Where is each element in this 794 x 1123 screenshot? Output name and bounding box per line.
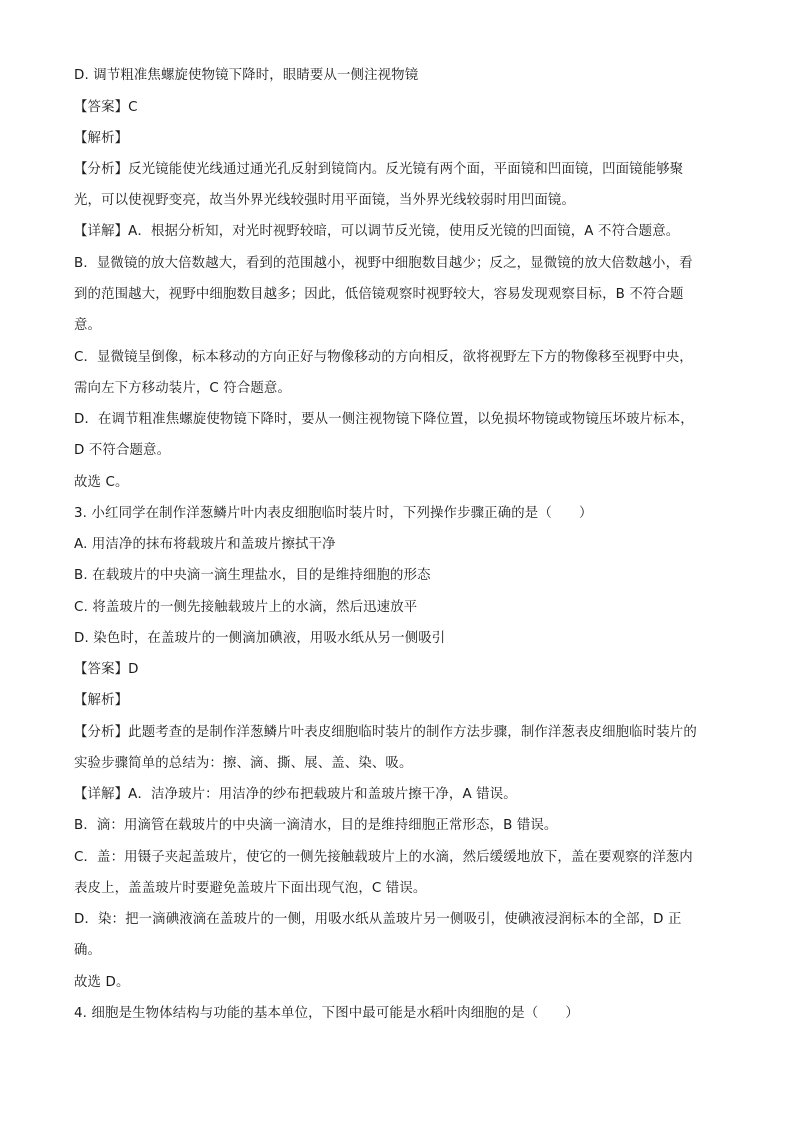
- detail-b-q2: B．显微镜的放大倍数越大，看到的范围越小，视野中细胞数目越少；反之，显微镜的放大倍数越小，看: [74, 256, 693, 271]
- detail-d-q3: D．染：把一滴碘液滴在盖玻片的一侧，用吸水纸从盖玻片另一侧吸引，使碘液浸润标本的全部，D 正: [74, 912, 682, 927]
- analysis-text-q2: 【分析】反光镜能使光线通过通光孔反射到镜筒内。反光镜有两个面，平面镜和凹面镜，凹面镜能够聚: [74, 162, 684, 177]
- choice-q3: 故选 D。: [74, 975, 130, 990]
- analysis-text-q3-cont: 实验步骤简单的总结为：擦、滴、撕、展、盖、染、吸。: [74, 756, 413, 771]
- option-b-q3: B. 在载玻片的中央滴一滴生理盐水，目的是维持细胞的形态: [74, 568, 431, 583]
- option-a-q3: A. 用洁净的抹布将载玻片和盖玻片擦拭干净: [74, 537, 336, 552]
- detail-c-q2: C．显微镜呈倒像，标本移动的方向正好与物像移动的方向相反，欲将视野左下方的物像移至视野中央，: [74, 350, 693, 365]
- detail-d-q3-cont: 确。: [74, 943, 102, 958]
- answer-label-q3: 【答案】D: [74, 662, 139, 677]
- detail-b-q2-end: 意。: [74, 318, 102, 333]
- detail-c-q3: C．盖：用镊子夹起盖玻片，使它的一侧先接触载玻片上的水滴，然后缓缓地放下，盖在要观察的洋葱内: [74, 850, 693, 865]
- detail-c-q2-cont: 需向左下方移动装片，C 符合题意。: [74, 381, 292, 396]
- analysis-heading-q2: 【解析】: [74, 131, 129, 146]
- question-3-stem: 3. 小红同学在制作洋葱鳞片叶内表皮细胞临时装片时，下列操作步骤正确的是（ ）: [74, 506, 593, 521]
- detail-d-q2: D．在调节粗准焦螺旋使物镜下降时，要从一侧注视物镜下降位置，以免损坏物镜或物镜压坏玻片标本，: [74, 412, 694, 427]
- detail-a-q2: 【详解】A．根据分析知，对光时视野较暗，可以调节反光镜，使用反光镜的凹面镜，A 不符合题意。: [74, 224, 680, 239]
- analysis-text-q3: 【分析】此题考查的是制作洋葱鳞片叶表皮细胞临时装片的制作方法步骤，制作洋葱表皮细胞临时装片的: [74, 725, 697, 740]
- option-c-q3: C. 将盖玻片的一侧先接触载玻片上的水滴，然后迅速放平: [74, 600, 418, 615]
- option-d-q3: D. 染色时，在盖玻片的一侧滴加碘液，用吸水纸从另一侧吸引: [74, 631, 446, 646]
- detail-a-q3: 【详解】A．洁净玻片：用洁净的纱布把载玻片和盖玻片擦干净，A 错误。: [74, 787, 517, 802]
- analysis-text-q2-cont: 光，可以使视野变亮，故当外界光线较强时用平面镜，当外界光线较弱时用凹面镜。: [74, 193, 576, 208]
- detail-b-q2-cont: 到的范围越大，视野中细胞数目越多；因此，低倍镜观察时视野较大，容易发现观察目标，B 不符合题: [74, 287, 684, 302]
- analysis-heading-q3: 【解析】: [74, 693, 129, 708]
- detail-c-q3-cont: 表皮上，盖盖玻片时要避免盖玻片下面出现气泡，C 错误。: [74, 881, 427, 896]
- option-d-q2: D. 调节粗准焦螺旋使物镜下降时，眼睛要从一侧注视物镜: [74, 68, 419, 83]
- choice-q2: 故选 C。: [74, 475, 129, 490]
- detail-d-q2-cont: D 不符合题意。: [74, 443, 171, 458]
- answer-label-q2: 【答案】C: [74, 100, 138, 115]
- question-4-stem: 4. 细胞是生物体结构与功能的基本单位，下图中最可能是水稻叶肉细胞的是（ ）: [74, 1006, 579, 1021]
- detail-b-q3: B．滴：用滴管在载玻片的中央滴一滴清水，目的是维持细胞正常形态，B 错误。: [74, 818, 558, 833]
